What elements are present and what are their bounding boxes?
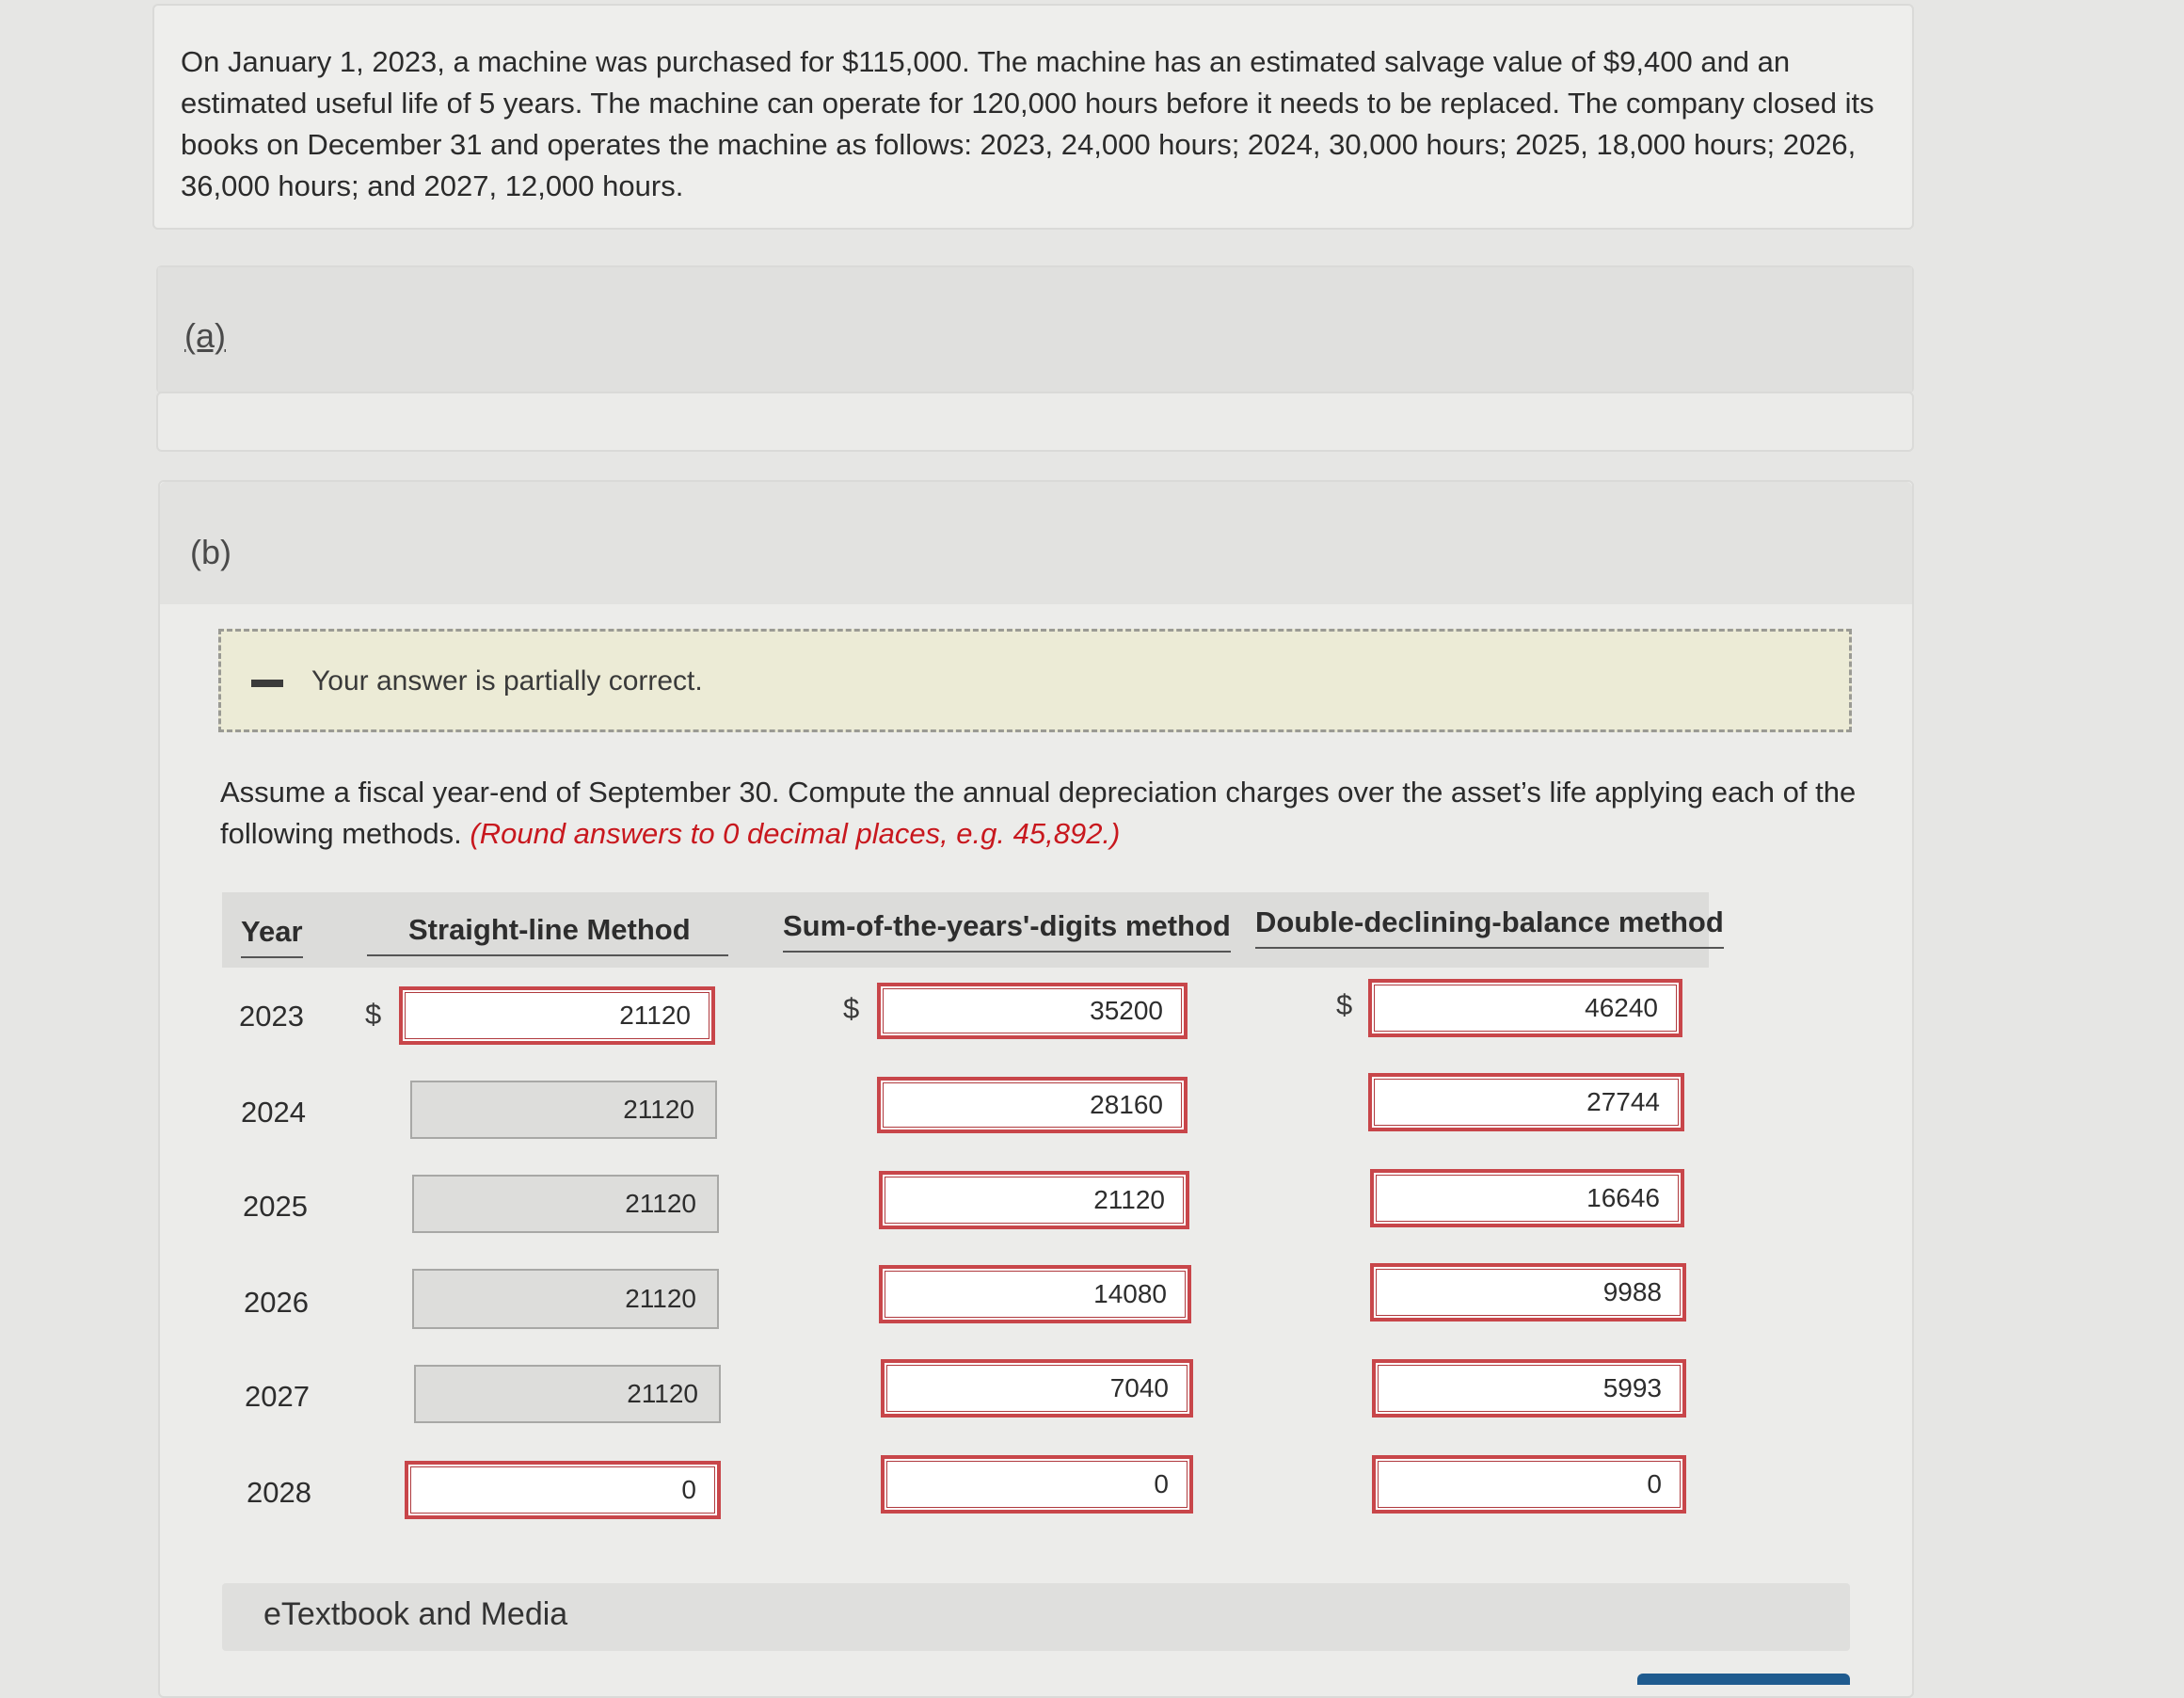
problem-statement bbox=[152, 4, 1914, 230]
ddb-2026-input[interactable]: 9988 bbox=[1370, 1263, 1686, 1322]
year-2023: 2023 bbox=[239, 1000, 304, 1033]
sl-2027-input[interactable]: 21120 bbox=[414, 1365, 721, 1423]
part-b-label: (b) bbox=[190, 533, 231, 571]
header-double-declining-balance: Double-declining-balance method bbox=[1255, 905, 1724, 949]
syd-2024-input[interactable]: 28160 bbox=[877, 1077, 1188, 1133]
ddb-2025-input[interactable]: 16646 bbox=[1370, 1169, 1684, 1227]
part-a-panel[interactable] bbox=[156, 265, 1914, 393]
header-sum-of-years-digits: Sum-of-the-years'-digits method bbox=[783, 909, 1231, 953]
problem-text: On January 1, 2023, a machine was purchased for $115,000. The machine has an estimated salvage value of $9,400 and an estimated useful life of 5 years. The machine can operate for 120,000 hours before it needs to be replaced. The company closed its books on December 31 and operates the machine as follows: 2023, 24,000 hours; 2024, 30,000 hours; 2025, 18,000 hours; 2026, 36,000 hours; and 2027, 12,000 hours. bbox=[181, 45, 1874, 202]
syd-2023-input[interactable]: 35200 bbox=[877, 983, 1188, 1039]
feedback-banner bbox=[218, 629, 1852, 732]
rounding-note: (Round answers to 0 decimal places, e.g. 45,892.) bbox=[470, 817, 1121, 850]
sl-2028-input[interactable]: 0 bbox=[405, 1461, 721, 1519]
syd-2028-input[interactable]: 0 bbox=[881, 1455, 1193, 1514]
currency-ddb: $ bbox=[1336, 988, 1353, 1021]
sl-2023-input[interactable]: 21120 bbox=[399, 986, 715, 1045]
syd-2025-input[interactable]: 21120 bbox=[879, 1171, 1189, 1229]
ddb-2028-input[interactable]: 0 bbox=[1372, 1455, 1686, 1514]
etextbook-media-label[interactable]: eTextbook and Media bbox=[263, 1596, 568, 1632]
sl-2025-input[interactable]: 21120 bbox=[412, 1175, 719, 1233]
feedback-message: Your answer is partially correct. bbox=[311, 665, 703, 697]
partial-correct-icon bbox=[251, 680, 283, 687]
part-a-header[interactable] bbox=[158, 267, 1912, 392]
header-straight-line: Straight-line Method bbox=[367, 913, 728, 956]
ddb-2023-input[interactable]: 46240 bbox=[1368, 979, 1682, 1037]
sl-2026-input[interactable]: 21120 bbox=[412, 1269, 719, 1329]
instruction-body: Assume a fiscal year-end of September 30. Compute the annual depreciation charges over the asset’s life applying each of the following methods. bbox=[220, 776, 1857, 850]
etextbook-media-bar[interactable] bbox=[222, 1583, 1850, 1651]
year-2025: 2025 bbox=[243, 1190, 308, 1223]
currency-sl: $ bbox=[365, 998, 382, 1031]
ddb-2027-input[interactable]: 5993 bbox=[1372, 1359, 1686, 1418]
year-2026: 2026 bbox=[244, 1286, 309, 1319]
part-b-header bbox=[160, 482, 1912, 604]
instruction-text bbox=[220, 772, 1857, 855]
year-2024: 2024 bbox=[241, 1096, 306, 1129]
part-a-body bbox=[156, 392, 1914, 452]
ddb-2024-input[interactable]: 27744 bbox=[1368, 1073, 1684, 1131]
syd-2026-input[interactable]: 14080 bbox=[879, 1265, 1191, 1323]
syd-2027-input[interactable]: 7040 bbox=[881, 1359, 1193, 1418]
header-year: Year bbox=[241, 915, 303, 958]
part-a-label[interactable]: (a) bbox=[184, 316, 226, 355]
currency-syd: $ bbox=[843, 992, 860, 1025]
sl-2024-input[interactable]: 21120 bbox=[410, 1081, 717, 1139]
submit-button[interactable] bbox=[1637, 1674, 1850, 1685]
year-2028: 2028 bbox=[247, 1476, 311, 1509]
year-2027: 2027 bbox=[245, 1380, 310, 1413]
